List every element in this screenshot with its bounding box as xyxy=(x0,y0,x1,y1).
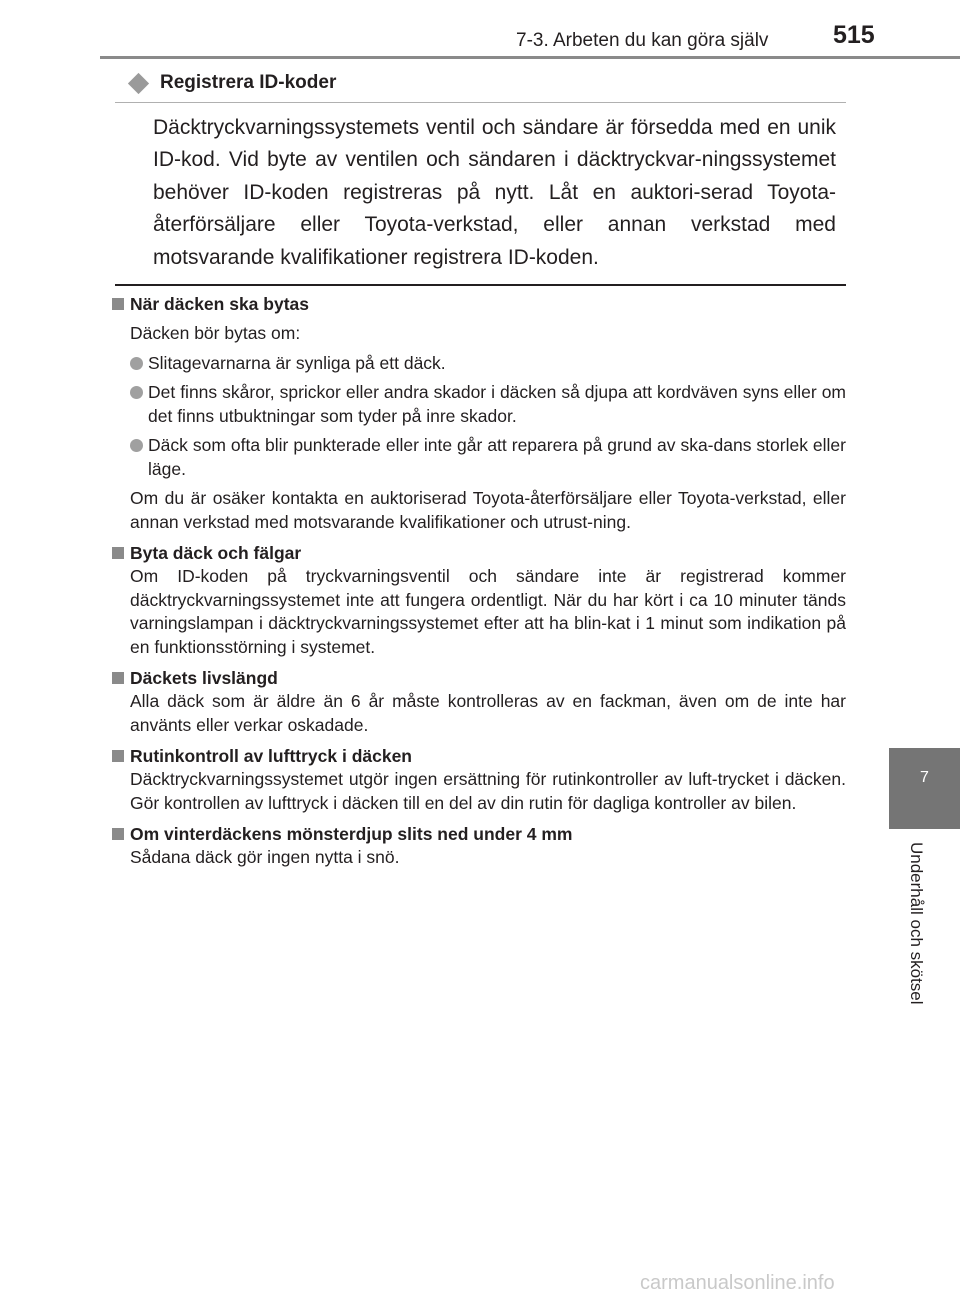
note-heading xyxy=(112,822,846,846)
list-item-text: Slitagevarnarna är synliga på ett däck. xyxy=(148,352,446,373)
header-rule xyxy=(100,56,960,59)
notes-section xyxy=(112,292,846,870)
note-title: Däckets livslängd xyxy=(130,667,278,688)
list-item-text: Däck som ofta blir punkterade eller inte går att reparera på grund av ska-dans storlek eller läge. xyxy=(148,435,846,479)
note-heading xyxy=(112,666,846,690)
note-title: Rutinkontroll av lufttryck i däcken xyxy=(130,745,412,766)
note-text: Däcktryckvarningssystemet utgör ingen ersättning för rutinkontroller av luft-trycket i däcken. Gör kontrollen av lufttryck i däcken till en del av din rutin för dagliga kontroller av bilen. xyxy=(130,769,846,813)
note-heading xyxy=(112,541,846,565)
section-title: 7-3. Arbeten du kan göra själv xyxy=(516,30,769,51)
square-bullet-icon xyxy=(112,750,124,762)
circle-bullet-icon xyxy=(130,357,143,370)
diamond-icon xyxy=(128,72,149,93)
note-text: Sådana däck gör ingen nytta i snö. xyxy=(130,847,400,867)
chapter-tab xyxy=(889,748,960,829)
note-text: Om du är osäker kontakta en auktoriserad Toyota-återförsäljare eller Toyota-verkstad, eller annan verkstad med motsvarande kvalifikationer och utrust-ning. xyxy=(130,488,846,532)
note-title: Om vinterdäckens mönsterdjup slits ned under 4 mm xyxy=(130,823,573,844)
square-bullet-icon xyxy=(112,672,124,684)
info-box xyxy=(115,64,846,274)
note-title: När däcken ska bytas xyxy=(130,293,309,314)
info-box-header-rule xyxy=(115,102,846,103)
list-item xyxy=(130,352,846,376)
circle-bullet-icon xyxy=(130,439,143,452)
note-text: Om ID-koden på tryckvarningsventil och sändare inte är registrerad kommer däcktryckvarningssystemet inte att fungera ordentligt. När du har kört i ca 10 minuter tänds varningslampan i däcktryckvarningssystemet efter att ha blin-kat i 1 minut som indikation på en funktionsstörning i systemet. xyxy=(130,566,846,657)
note-heading xyxy=(112,744,846,768)
chapter-label: Underhåll och skötsel xyxy=(907,842,926,1005)
watermark: carmanualsonline.info xyxy=(640,1272,835,1294)
list-item-text: Det finns skåror, sprickor eller andra skador i däcken så djupa att kordväven syns eller om det finns utbuktningar som tyder på inre skador. xyxy=(148,382,846,426)
page-number: 515 xyxy=(833,21,875,49)
square-bullet-icon xyxy=(112,298,124,310)
info-box-bottom-rule xyxy=(115,284,846,286)
note-text: Däcken bör bytas om: xyxy=(130,323,301,343)
list-item xyxy=(130,381,846,428)
note-title: Byta däck och fälgar xyxy=(130,542,302,563)
info-box-header xyxy=(115,64,846,102)
note-heading xyxy=(112,292,846,316)
page-header xyxy=(0,0,960,60)
square-bullet-icon xyxy=(112,828,124,840)
info-box-text: Däcktryckvarningssystemets ventil och sändare är försedda med en unik ID-kod. Vid byte av ventilen och sändaren i däcktryckvar-ningssystemet behöver ID-koden registreras på nytt. Låt en auktori-serad Toyota-återförsäljare eller Toyota-verkstad, eller annan verkstad med motsvarande kvalifikationer registrera ID-koden. xyxy=(153,116,836,269)
chapter-number: 7 xyxy=(920,769,929,786)
list-item xyxy=(130,434,846,481)
circle-bullet-icon xyxy=(130,386,143,399)
info-box-title: Registrera ID-koder xyxy=(160,72,337,93)
note-text: Alla däck som är äldre än 6 år måste kontrolleras av en fackman, även om de inte har använts eller verkar oskadade. xyxy=(130,691,846,735)
square-bullet-icon xyxy=(112,547,124,559)
